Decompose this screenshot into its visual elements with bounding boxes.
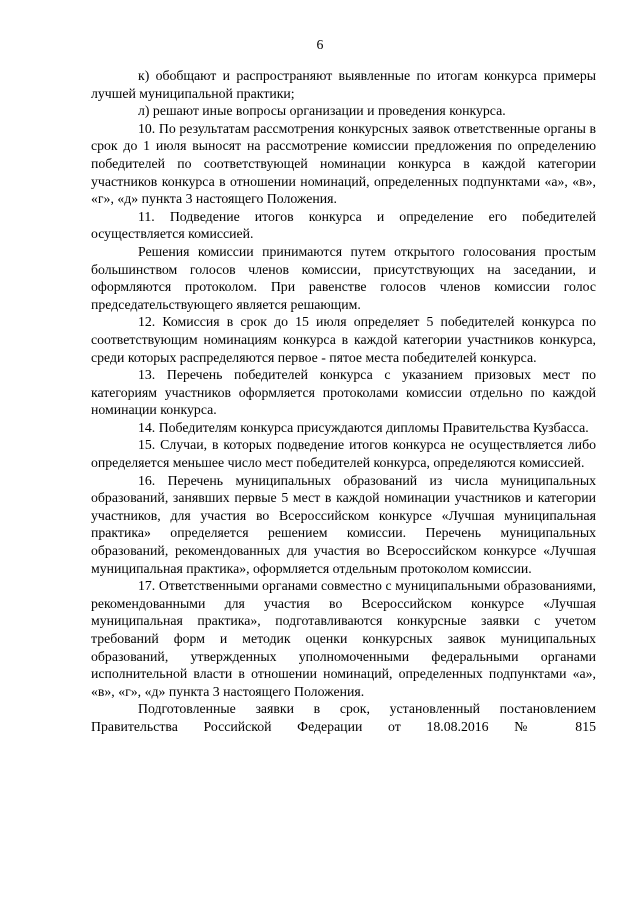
paragraph-13: 13. Перечень победителей конкурса с указанием призовых мест по категориям участников оформляется протоколами комиссии отдельно по каждой номинации конкурса. bbox=[91, 367, 596, 418]
paragraph-decisions: Решения комиссии принимаются путем открытого голосования простым большинством голосов членов комиссии, присутствующих на заседании, и оформляются протоколом. При равенстве голосов членов комиссии голос председательствующего является решающим. bbox=[91, 243, 596, 312]
paragraph-14: 14. Победителям конкурса присуждаются дипломы Правительства Кузбасса. bbox=[138, 419, 589, 435]
paragraph-12: 12. Комиссия в срок до 15 июля определяет 5 победителей конкурса по соответствующим номинациям конкурса в каждой категории участников конкурса, среди которых распределяются первое - пятое места победителей конкурса. bbox=[91, 314, 596, 365]
paragraph-k: к) обобщают и распространяют выявленные по итогам конкурса примеры лучшей муниципальной практики; bbox=[91, 68, 596, 101]
paragraph-17: 17. Ответственными органами совместно с муниципальными образованиями, рекомендованными для участия во Всероссийском конкурсе «Лучшая муниципальная практика», подготавливаются конкурсные заявки с учетом требований форм и методик оценки конкурсных заявок муниципальных образований, утвержденных уполномоченными федеральными органами исполнительной власти в отношении номинаций, определенных подпунктами «а», «в», «г», «д» пункта 3 настоящего Положения. bbox=[91, 578, 596, 699]
paragraph-11: 11. Подведение итогов конкурса и определение его победителей осуществляется комиссией. bbox=[91, 208, 596, 242]
paragraph-10: 10. По результатам рассмотрения конкурсных заявок ответственные органы в срок до 1 июля выносят на рассмотрение комиссии предложения по определению победителей по соответствующей номинации конкурса в каждой категории участников конкурса в отношении номинаций, определенных подпунктами «а», «в», «г», «д» пункта 3 настоящего Положения. bbox=[91, 120, 596, 207]
document-body bbox=[91, 67, 596, 736]
paragraph-l: л) решают иные вопросы организации и проведения конкурса. bbox=[138, 103, 506, 119]
paragraph-15: 15. Случаи, в которых подведение итогов конкурса не осуществляется либо определяется меньшее число мест победителей конкурса, определяются комиссией. bbox=[91, 437, 596, 471]
page-number: 6 bbox=[316, 37, 324, 52]
paragraph-submitted-applications: Подготовленные заявки в срок, установленный постановлением Правительства Российской Федерации от 18.08.2016 № 815 bbox=[91, 701, 596, 734]
paragraph-16: 16. Перечень муниципальных образований из числа муниципальных образований, занявших первые 5 мест в каждой номинации участников и категории участников, для участия во Всероссийском конкурсе «Лучшая муниципальная практика» определяется решением комиссии. Перечень муниципальных образований, рекомендованных для участия во Всероссийском конкурсе «Лучшая муниципальная практика», оформляется отдельным протоколом комиссии. bbox=[91, 472, 596, 576]
